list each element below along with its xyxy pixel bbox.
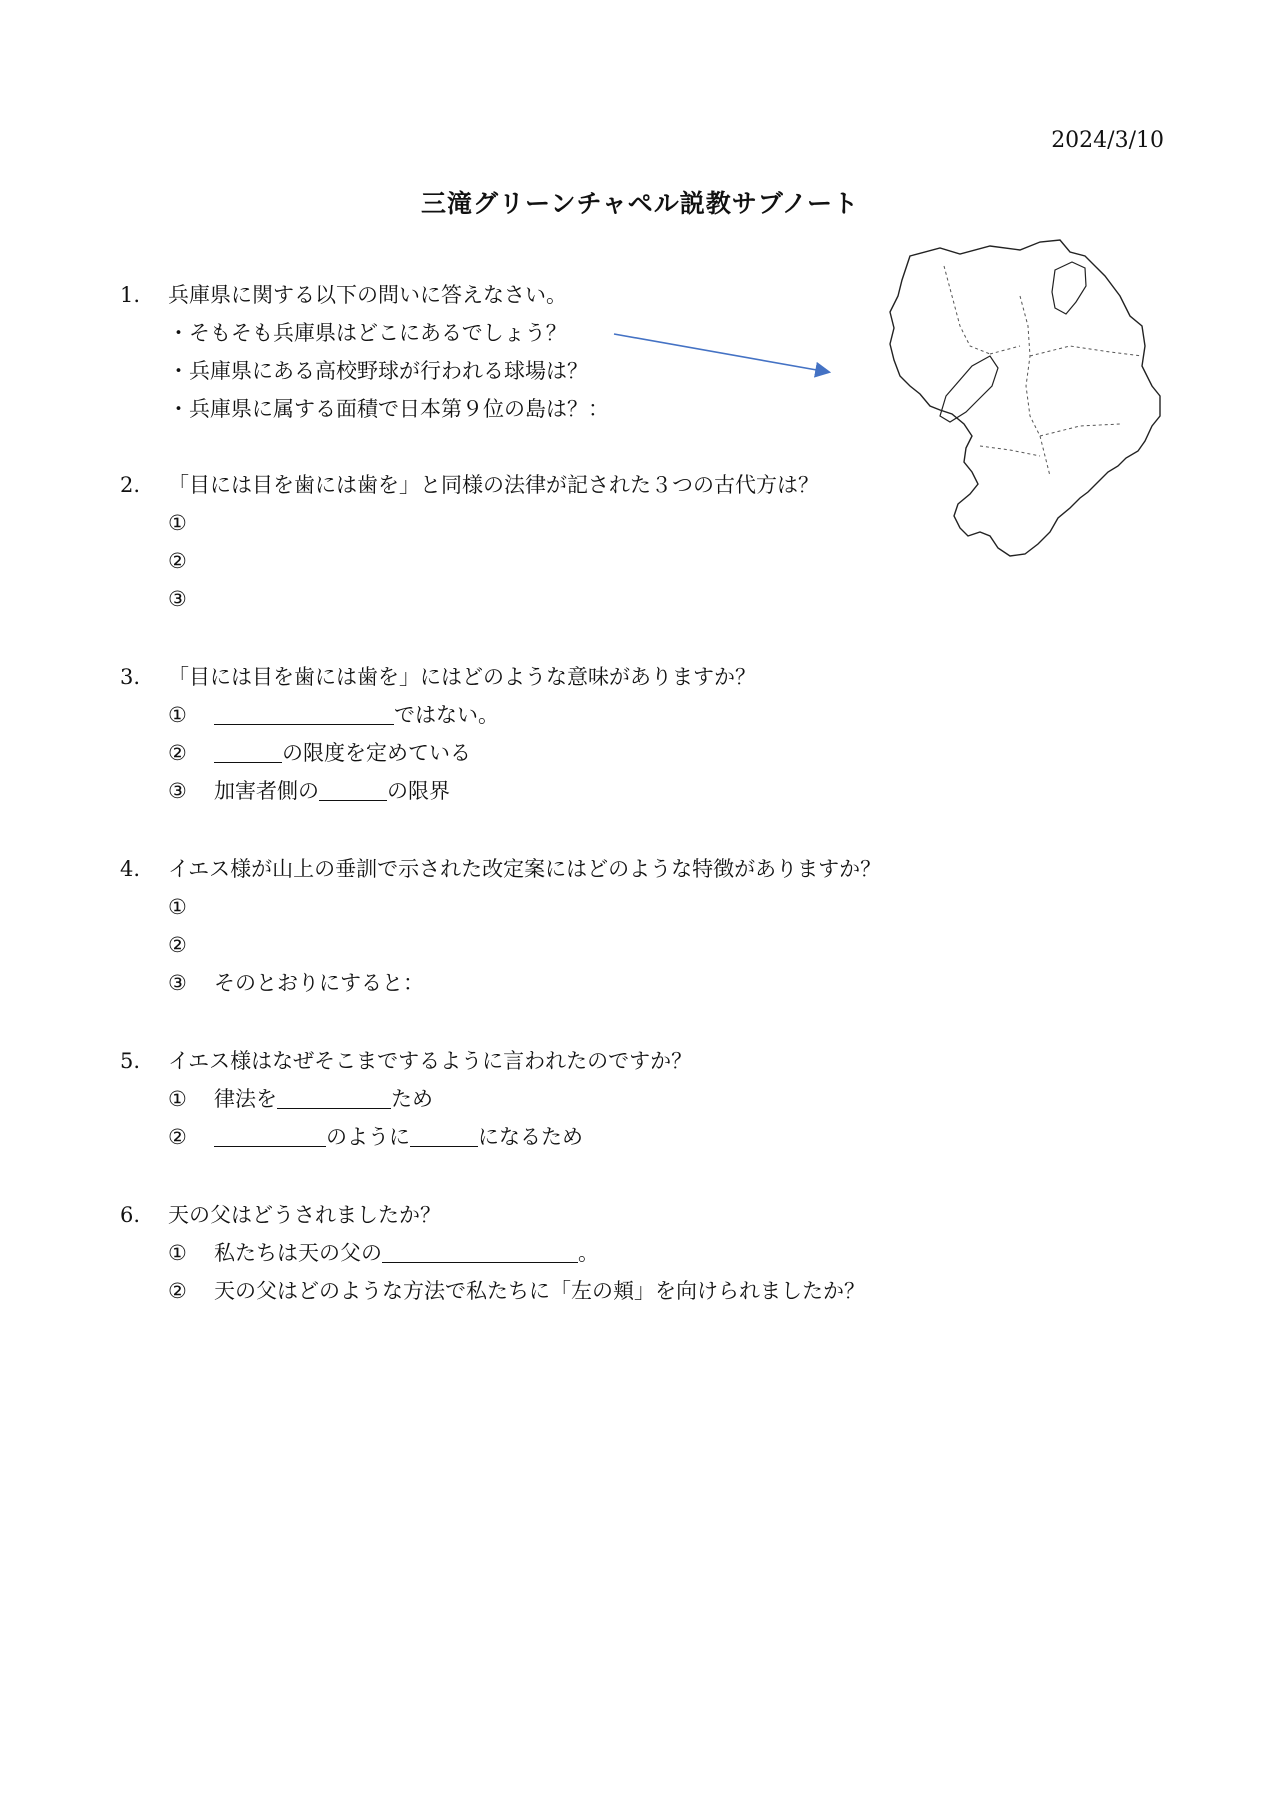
fill-in-blank[interactable]: [214, 1125, 326, 1147]
question-number: 5.: [120, 1049, 141, 1073]
question-3: [120, 658, 756, 810]
question-number: 3.: [120, 665, 141, 689]
text-middle-blank: のように: [326, 1125, 410, 1149]
fill-in-blank[interactable]: [277, 1087, 391, 1109]
text-before-blank: 加害者側の: [214, 779, 319, 803]
question-text: 兵庫県に関する以下の問いに答えなさい。: [168, 283, 567, 307]
answer-line: 天の父はどのような方法で私たちに「左の頬」を向けられましたか？: [214, 1279, 865, 1303]
question-number: 6.: [120, 1203, 141, 1227]
fill-in-blank[interactable]: [214, 703, 394, 725]
item-mark: ②: [168, 933, 187, 957]
item-mark: ①: [168, 1241, 187, 1265]
item-mark: ②: [168, 549, 187, 573]
question-text: 天の父はどうされましたか？: [168, 1203, 441, 1227]
question-number: 1.: [120, 283, 141, 307]
question-number: 2.: [120, 473, 141, 497]
text-after-blank: ではない。: [394, 703, 499, 727]
item-mark: ③: [168, 587, 187, 611]
hyogo-map-icon: [880, 236, 1200, 566]
question-item: ・兵庫県にある高校野球が行われる球場は？: [168, 359, 588, 383]
item-mark: ①: [168, 703, 187, 727]
item-mark: ③: [168, 779, 187, 803]
question-1: [120, 276, 609, 428]
fill-in-blank[interactable]: [382, 1241, 578, 1263]
answer-line: そのとおりにすると：: [214, 971, 424, 995]
text-after-blank: の限度を定めている: [282, 741, 471, 765]
item-mark: ③: [168, 971, 187, 995]
question-item: ・そもそも兵庫県はどこにあるでしょう？: [168, 321, 567, 345]
document-date: 2024/3/10: [1051, 128, 1164, 153]
question-text: 「目には目を歯には歯を」と同様の法律が記された３つの古代方は？: [168, 473, 819, 497]
fill-in-blank[interactable]: [410, 1125, 478, 1147]
text-after-blank: ため: [391, 1087, 433, 1111]
question-item: ・兵庫県に属する面積で日本第９位の島は？：: [168, 397, 609, 421]
text-after-blank: になるため: [478, 1125, 583, 1149]
question-text: イエス様はなぜそこまでするように言われたのですか？: [168, 1049, 693, 1073]
fill-in-blank[interactable]: [319, 779, 387, 801]
question-text: イエス様が山上の垂訓で示された改定案にはどのような特徴がありますか？: [168, 857, 882, 881]
text-after-blank: の限界: [387, 779, 450, 803]
item-mark: ①: [168, 511, 187, 535]
question-5: [120, 1042, 692, 1156]
question-4: [120, 850, 881, 1002]
item-mark: ①: [168, 1087, 187, 1111]
item-mark: ②: [168, 1279, 187, 1303]
text-after-blank: 。: [578, 1241, 599, 1265]
text-before-blank: 私たちは天の父の: [214, 1241, 382, 1265]
document-title: 三滝グリーンチャペル説教サブノート: [420, 189, 859, 218]
item-mark: ②: [168, 1125, 187, 1149]
fill-in-blank[interactable]: [214, 741, 282, 763]
item-mark: ②: [168, 741, 187, 765]
item-mark: ①: [168, 895, 187, 919]
arrow-icon: [610, 322, 840, 382]
question-2: [120, 466, 819, 618]
question-6: [120, 1196, 865, 1310]
text-before-blank: 律法を: [214, 1087, 277, 1111]
question-text: 「目には目を歯には歯を」にはどのような意味がありますか？: [168, 665, 756, 689]
question-number: 4.: [120, 857, 141, 881]
